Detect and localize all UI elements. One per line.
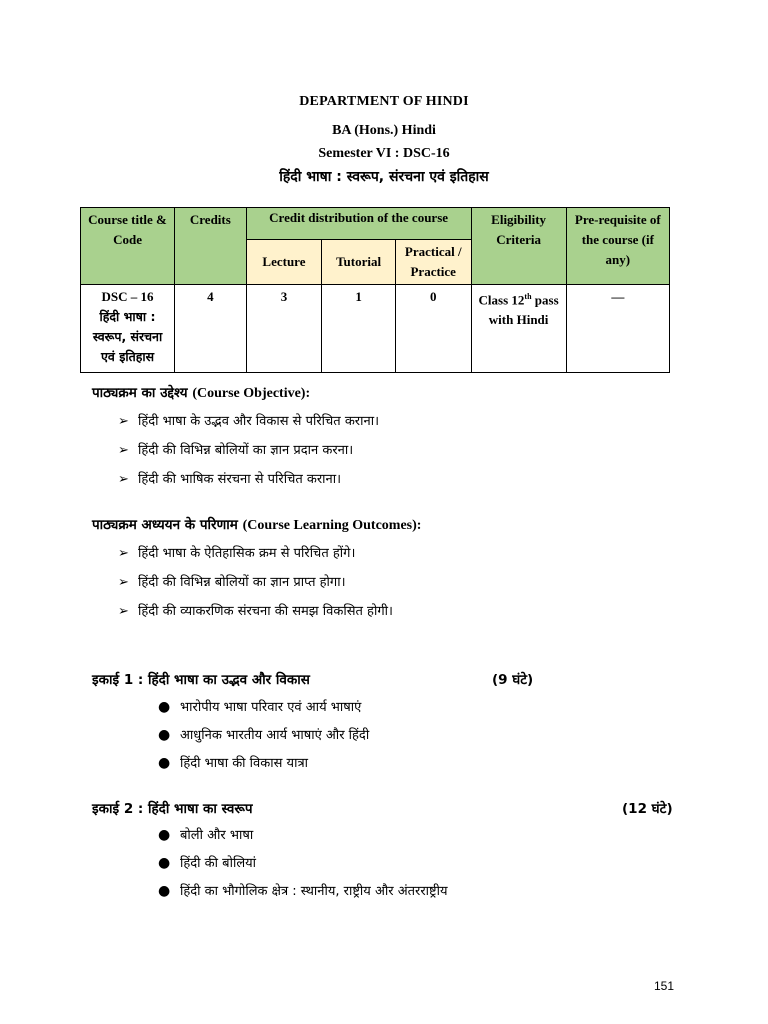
prerequisite-value: — bbox=[566, 285, 669, 373]
bullet-icon: ● bbox=[158, 883, 171, 899]
list-item-text: आधुनिक भारतीय आर्य भाषाएं और हिंदी bbox=[180, 728, 370, 743]
list-item bbox=[158, 749, 369, 777]
list-item bbox=[158, 849, 448, 877]
header-credits: Credits bbox=[175, 208, 247, 285]
arrow-icon: ➢ bbox=[118, 472, 129, 487]
outcomes-heading-en: (Course Learning Outcomes): bbox=[242, 518, 422, 533]
objectives-heading-en: (Course Objective): bbox=[192, 386, 311, 401]
lecture-value: 3 bbox=[246, 285, 322, 373]
course-code: DSC – 16 bbox=[101, 289, 154, 304]
list-item-text: हिंदी की बोलियां bbox=[180, 856, 257, 871]
eligibility-value bbox=[471, 285, 566, 373]
semester-title: Semester VI : DSC-16 bbox=[318, 146, 450, 161]
outcomes-heading bbox=[92, 515, 421, 534]
list-item bbox=[158, 693, 369, 721]
list-item bbox=[158, 877, 448, 905]
course-name: हिंदी भाषा : स्वरूप, संरचना एवं इतिहास bbox=[92, 309, 163, 364]
page-number: 151 bbox=[654, 979, 675, 993]
course-table bbox=[80, 207, 670, 373]
arrow-icon: ➢ bbox=[118, 604, 129, 619]
paper-title: हिंदी भाषा : स्वरूप, संरचना एवं इतिहास bbox=[279, 169, 489, 185]
outcomes-list bbox=[118, 539, 393, 626]
programme-title: BA (Hons.) Hindi bbox=[332, 123, 436, 138]
list-item bbox=[118, 597, 393, 626]
practical-value: 0 bbox=[395, 285, 471, 373]
tutorial-value: 1 bbox=[322, 285, 396, 373]
header-credit-distribution: Credit distribution of the course bbox=[246, 208, 471, 240]
unit-hours: (12 घंटे) bbox=[622, 801, 673, 817]
unit-1-heading bbox=[92, 670, 674, 688]
eligibility-class: Class 12 bbox=[478, 292, 525, 308]
arrow-icon: ➢ bbox=[118, 546, 129, 561]
unit-title: इकाई 1 : हिंदी भाषा का उद्भव और विकास bbox=[92, 672, 310, 688]
list-item bbox=[118, 407, 379, 436]
list-item-text: हिंदी का भौगोलिक क्षेत्र : स्थानीय, राष्ट्रीय और अंतरराष्ट्रीय bbox=[180, 884, 448, 899]
list-item-text: हिंदी भाषा के उद्भव और विकास से परिचित कराना। bbox=[138, 414, 379, 429]
unit-title: इकाई 2 : हिंदी भाषा का स्वरूप bbox=[92, 801, 253, 817]
objectives-list bbox=[118, 407, 379, 494]
header-lecture: Lecture bbox=[246, 240, 322, 285]
list-item bbox=[158, 721, 369, 749]
unit-2-list bbox=[158, 821, 448, 905]
list-item-text: हिंदी की विभिन्न बोलियों का ज्ञान प्राप्त होगा। bbox=[138, 575, 346, 590]
bullet-icon: ● bbox=[158, 727, 171, 743]
list-item-text: हिंदी की व्याकरणिक संरचना की समझ विकसित होगी। bbox=[138, 604, 393, 619]
header-course-title: Course title & Code bbox=[81, 208, 175, 285]
list-item-text: हिंदी भाषा की विकास यात्रा bbox=[180, 756, 308, 771]
eligibility-rest: pass with Hindi bbox=[488, 292, 559, 328]
list-item bbox=[118, 465, 379, 494]
list-item bbox=[158, 821, 448, 849]
list-item-text: भारोपीय भाषा परिवार एवं आर्य भाषाएं bbox=[180, 700, 362, 715]
bullet-icon: ● bbox=[158, 755, 171, 771]
objectives-heading bbox=[92, 383, 310, 402]
unit-1-list bbox=[158, 693, 369, 777]
arrow-icon: ➢ bbox=[118, 443, 129, 458]
list-item-text: हिंदी की भाषिक संरचना से परिचित कराना। bbox=[138, 472, 342, 487]
header-tutorial: Tutorial bbox=[322, 240, 396, 285]
header-practical: Practical / Practice bbox=[395, 240, 471, 285]
list-item bbox=[118, 539, 393, 568]
objectives-heading-hi: पाठ्यक्रम का उद्देश्य bbox=[92, 385, 188, 401]
header-prerequisite: Pre-requisite of the course (if any) bbox=[566, 208, 669, 285]
department-title: DEPARTMENT OF HINDI bbox=[299, 94, 469, 109]
arrow-icon: ➢ bbox=[118, 414, 129, 429]
list-item bbox=[118, 568, 393, 597]
unit-hours: (9 घंटे) bbox=[492, 672, 534, 688]
list-item bbox=[118, 436, 379, 465]
bullet-icon: ● bbox=[158, 827, 171, 843]
arrow-icon: ➢ bbox=[118, 575, 129, 590]
header-eligibility: Eligibility Criteria bbox=[471, 208, 566, 285]
outcomes-heading-hi: पाठ्यक्रम अध्ययन के परिणाम bbox=[92, 517, 238, 533]
eligibility-sup: th bbox=[524, 292, 532, 301]
unit-2-heading bbox=[92, 799, 674, 817]
course-code-cell bbox=[81, 285, 175, 373]
bullet-icon: ● bbox=[158, 699, 171, 715]
credits-value: 4 bbox=[175, 285, 247, 373]
bullet-icon: ● bbox=[158, 855, 171, 871]
list-item-text: हिंदी की विभिन्न बोलियों का ज्ञान प्रदान करना। bbox=[138, 443, 354, 458]
list-item-text: बोली और भाषा bbox=[180, 828, 254, 843]
list-item-text: हिंदी भाषा के ऐतिहासिक क्रम से परिचित होंगे। bbox=[138, 546, 356, 561]
